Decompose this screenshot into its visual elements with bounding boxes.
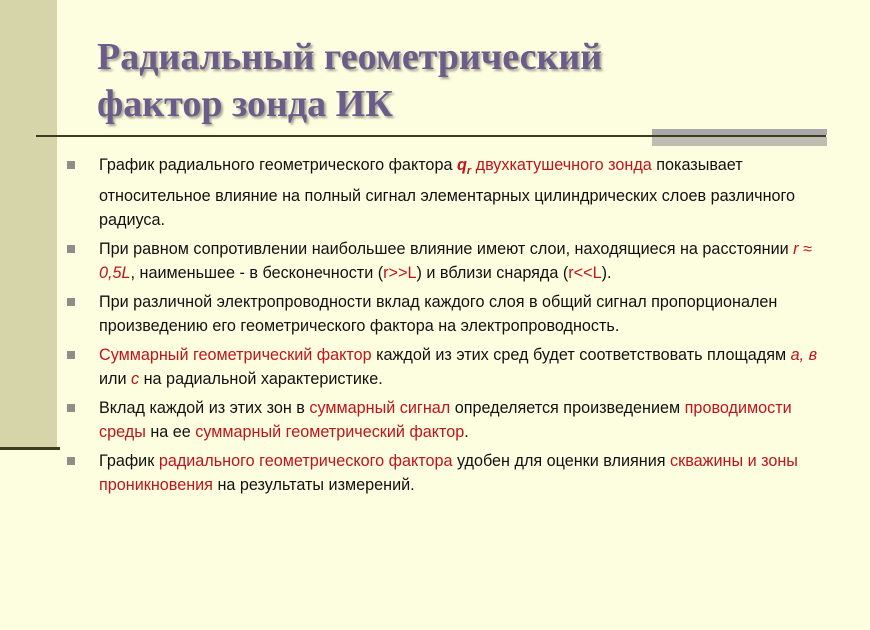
bullet-marker-icon xyxy=(67,404,75,412)
bullet-marker-icon xyxy=(67,457,75,465)
bullet-text-segment: Вклад каждой из этих зон в xyxy=(99,398,310,417)
bullet-text-segment: . xyxy=(464,423,469,442)
title-underline xyxy=(36,135,826,137)
bullet-text-segment: , наименьшее - в бесконечности ( xyxy=(130,264,384,283)
side-divider xyxy=(0,447,60,450)
bullet-marker-icon xyxy=(67,351,75,359)
bullet-item xyxy=(66,343,826,392)
bullet-marker-icon xyxy=(67,298,75,306)
bullet-item xyxy=(66,290,826,339)
bullet-text-segment: При равном сопротивлении наибольшее влияние имеют слои, находящиеся на расстоянии xyxy=(99,239,794,258)
bullet-text-segment: на результаты измерений. xyxy=(212,476,415,495)
bullet-text-segment: График радиального геометрического фактора xyxy=(99,156,457,174)
bullet-text-segment: Суммарный геометрический фактор xyxy=(99,345,372,364)
bullet-item xyxy=(66,396,826,445)
bullet-item xyxy=(66,449,826,498)
bullet-text-segment: ) и вблизи снаряда ( xyxy=(416,264,569,283)
bullet-text-segment: каждой из этих сред будет соответствовать площадям xyxy=(371,345,791,364)
bullet-text-segment: График xyxy=(99,451,159,470)
bullet-text-segment: двухкатушечного зонда xyxy=(471,156,652,174)
side-band xyxy=(0,0,57,450)
bullet-text-segment: r xyxy=(466,165,472,178)
bullet-marker-icon xyxy=(67,161,75,169)
bullet-text-segment: проводимости среды xyxy=(99,398,792,442)
bullet-text-segment: на радиальной характеристике. xyxy=(139,370,383,389)
title-line-2: фактор зонда ИК xyxy=(97,83,393,125)
bullet-text-segment: q xyxy=(456,156,467,174)
bullet-item xyxy=(66,237,826,286)
bullet-text-segment: r ≈ 0,5L xyxy=(99,239,812,283)
bullet-text-segment: r<<L xyxy=(568,264,602,283)
bullet-text-segment: суммарный сигнал xyxy=(309,398,451,417)
bullet-text-segment: ). xyxy=(601,264,612,283)
bullet-text-segment: на ее xyxy=(145,423,196,442)
bullet-text-segment: с xyxy=(131,370,140,389)
bullet-text-segment: r>>L xyxy=(383,264,417,283)
title-accent-bar-shadow xyxy=(652,137,827,146)
bullet-marker-icon xyxy=(67,245,75,253)
bullet-text-segment: показывает относительное влияние на полный сигнал элементарных цилиндрических слоев различного радиуса. xyxy=(99,156,796,230)
bullet-text-segment: или xyxy=(99,370,132,389)
bullet-text-segment: При различной электропроводности вклад каждого слоя в общий сигнал пропорционален произведению его геометрического фактора на электропроводность. xyxy=(99,292,778,336)
bullet-text-segment: суммарный геометрический фактор xyxy=(195,423,465,442)
bullet-text-segment: скважины и зоны проникновения xyxy=(99,451,798,495)
bullet-text-segment: определяется произведением xyxy=(450,398,685,417)
bullet-item xyxy=(66,153,826,233)
slide-title xyxy=(97,34,817,128)
bullet-text-segment: удобен для оценки влияния xyxy=(452,451,671,470)
bullet-text-segment: а, в xyxy=(790,345,818,364)
bullet-list xyxy=(66,153,826,502)
bullet-text-segment: радиального геометрического фактора xyxy=(158,451,453,470)
title-line-1: Радиальный геометрический xyxy=(97,36,603,78)
